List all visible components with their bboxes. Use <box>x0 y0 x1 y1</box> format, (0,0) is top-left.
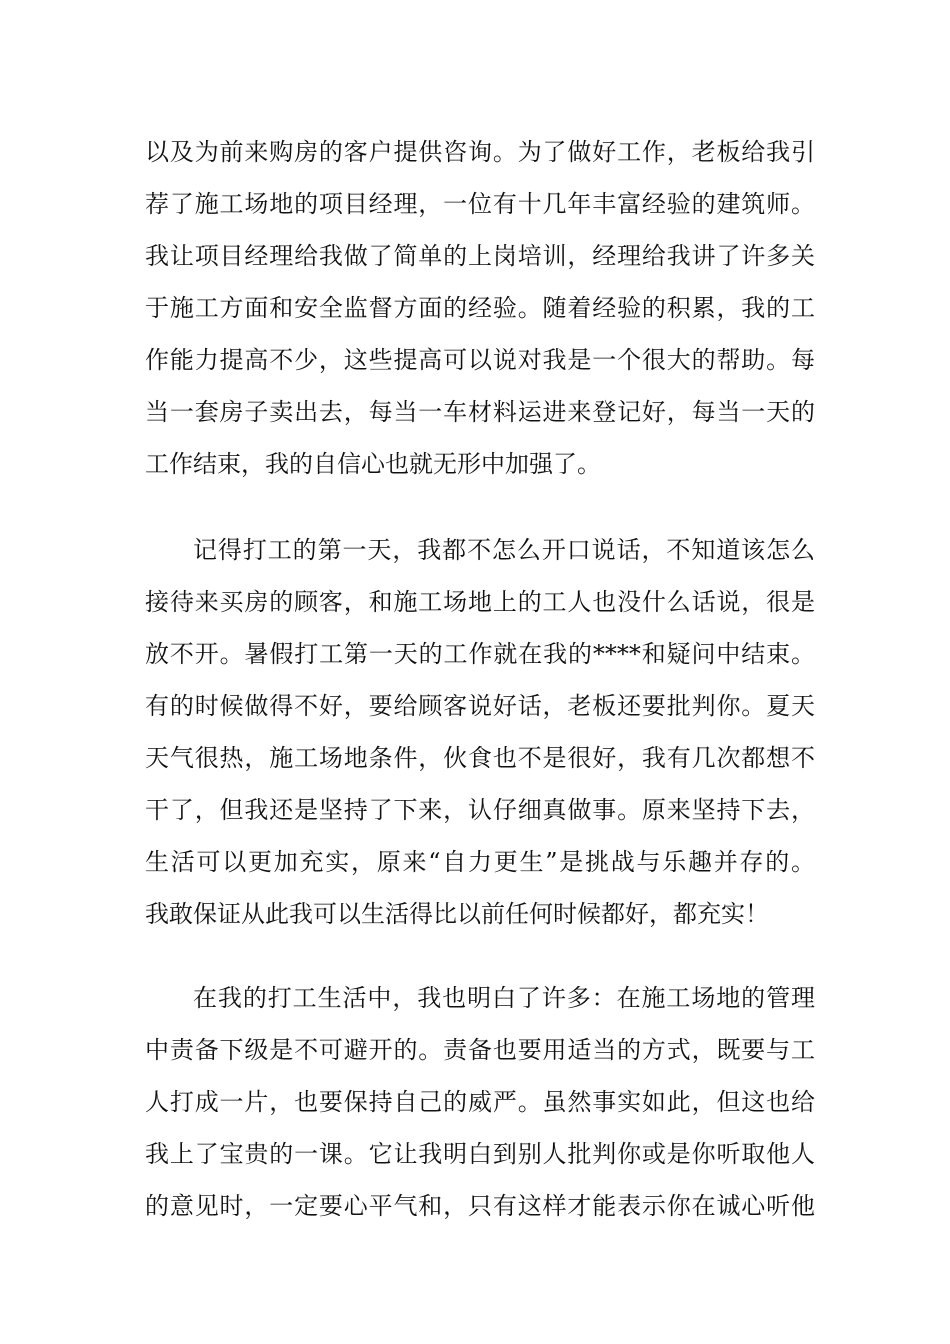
text-line: 中责备下级是不可避开的。责备也要用适当的方式，既要与工 <box>145 1036 815 1064</box>
paragraph-1 <box>145 126 815 490</box>
text-line: 生活可以更加充实，原来“自力更生”是挑战与乐趣并存的。 <box>145 848 815 876</box>
text-line: 天气很热，施工场地条件，伙食也不是很好，我有几次都想不 <box>145 744 815 772</box>
text-line: 当一套房子卖出去，每当一车材料运进来登记好，每当一天的 <box>145 398 815 426</box>
paragraph-2 <box>145 524 815 940</box>
text-line: 我敢保证从此我可以生活得比以前任何时候都好，都充实！ <box>145 900 769 928</box>
text-line: 荐了施工场地的项目经理，一位有十几年丰富经验的建筑师。 <box>145 190 815 218</box>
text-line: 的意见时，一定要心平气和，只有这样才能表示你在诚心听他 <box>145 1192 815 1220</box>
paragraph-3 <box>145 972 815 1232</box>
text-line: 以及为前来购房的客户提供咨询。为了做好工作，老板给我引 <box>145 138 815 166</box>
text-line: 作能力提高不少，这些提高可以说对我是一个很大的帮助。每 <box>145 346 815 374</box>
text-line: 我让项目经理给我做了简单的上岗培训，经理给我讲了许多关 <box>145 242 815 270</box>
text-line: 记得打工的第一天，我都不怎么开口说话，不知道该怎么 <box>193 536 815 564</box>
text-line: 干了，但我还是坚持了下来，认仔细真做事。原来坚持下去， <box>145 796 815 824</box>
text-line: 于施工方面和安全监督方面的经验。随着经验的积累，我的工 <box>145 294 815 322</box>
text-line: 放不开。暑假打工第一天的工作就在我的****和疑问中结束。 <box>145 640 815 668</box>
text-line: 工作结束，我的自信心也就无形中加强了。 <box>145 450 601 478</box>
text-line: 我上了宝贵的一课。它让我明白到别人批判你或是你听取他人 <box>145 1140 815 1168</box>
text-line: 有的时候做得不好，要给顾客说好话，老板还要批判你。夏天 <box>145 692 815 720</box>
text-line: 人打成一片，也要保持自己的威严。虽然事实如此，但这也给 <box>145 1088 815 1116</box>
text-line: 接待来买房的顾客，和施工场地上的工人也没什么话说，很是 <box>145 588 815 616</box>
text-line: 在我的打工生活中，我也明白了许多：在施工场地的管理 <box>193 984 815 1012</box>
